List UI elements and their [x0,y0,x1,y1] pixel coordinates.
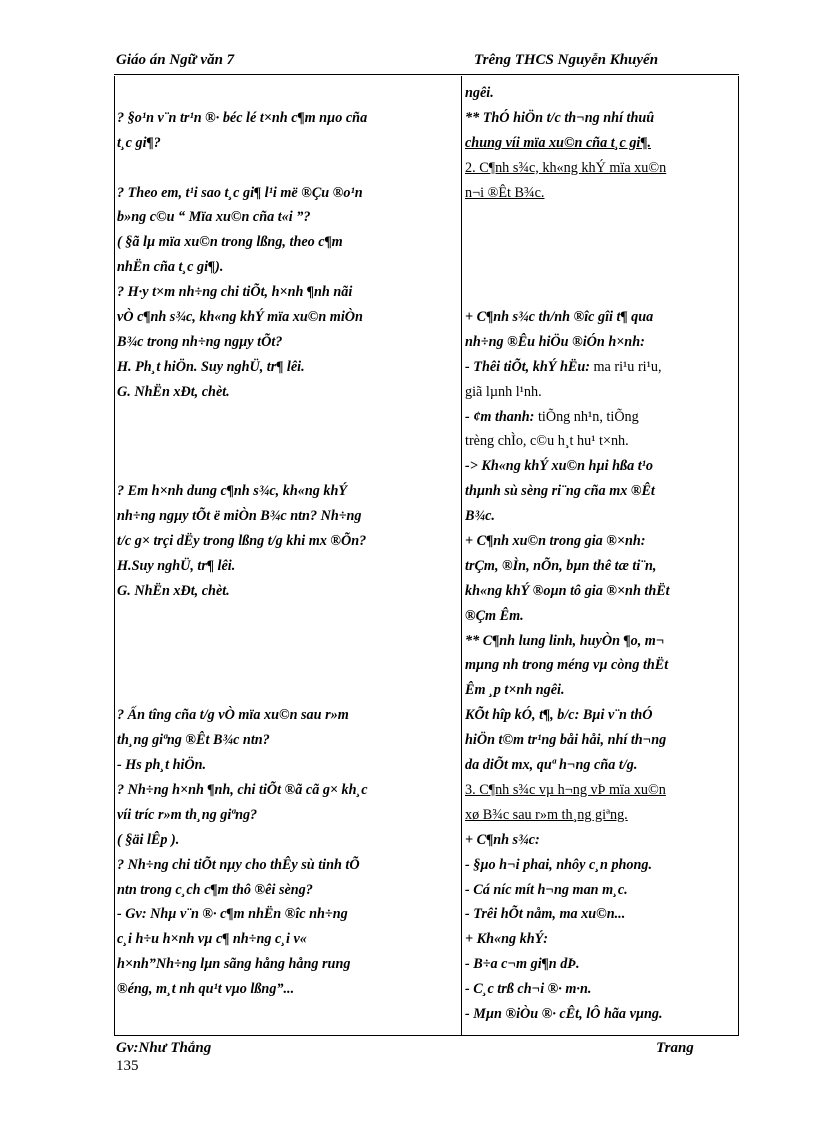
left-line [117,156,459,181]
right-line-text: + C¶nh s¾c: [465,831,540,848]
right-line-text: -> Kh«ng khÝ xu©n hµi hßa t¹o [465,458,654,475]
right-line-text: B¾c. [465,508,495,525]
left-line: - Gv: Nhµ v¨n ®· c¶m nhËn ®îc nh÷ng [117,906,348,923]
right-line-text: 2. C¶nh s¾c, kh«ng khÝ mïa xu©n [465,159,667,176]
right-line [465,255,738,280]
left-line: c¸i h÷u h×nh vµ c¶ nh÷ng c¸i v« [117,931,307,948]
right-line-text: da diÕt mx, quª h¬ng cña t/g. [465,757,638,774]
right-line [465,753,738,778]
right-line-text: Êm ¸p t×nh ngêi. [465,682,565,699]
left-line: h×nh”Nh÷ng lµn sãng hång hång rung [117,956,351,973]
right-line-text: ®Çm Êm. [465,607,524,624]
left-line: b»ng c©u “ Mïa xu©n cña t«i ”? [117,209,311,226]
left-line: ( §ã lµ mïa xu©n trong lßng, theo c¶m [117,234,343,251]
left-line: nh÷ng ngµy tÕt ë miÒn B¾c ntn? Nh÷ng [117,508,362,525]
right-line [465,878,738,903]
right-line [465,205,738,230]
left-line [117,454,459,479]
left-line: ? Em h×nh dung c¶nh s¾c, kh«ng khÝ [117,483,348,500]
footer-trang: Trang [656,1040,694,1056]
right-line-text: KÕt hîp kÓ, t¶, b/c: Bµi v¨n thÓ [465,707,653,724]
left-line: ®éng, m¸t nh qu¹t vµo lßng”... [117,981,295,998]
right-line-text: + C¶nh s¾c th/nh ®îc gîi t¶ qua [465,309,654,326]
left-line: - Hs ph¸t hiÖn. [117,757,207,774]
left-line [117,653,459,678]
right-line [465,106,738,131]
right-line [465,1002,738,1027]
left-line [117,429,459,454]
right-line [465,529,738,554]
left-line: ? Nh÷ng chi tiÕt nµy cho thÊy sù tinh tÕ [117,856,360,873]
left-line: víi tríc r»m th¸ng giªng? [117,806,258,823]
activities-column [117,81,459,1002]
left-line: H.Suy nghÜ, tr¶ lêi. [117,557,236,574]
right-line-text: ** C¶nh lung linh, huyÒn ¶o, m¬ [465,632,665,649]
left-line [117,678,459,703]
right-line [465,853,738,878]
column-divider [461,76,462,1035]
left-line [117,604,459,629]
right-line [465,604,738,629]
right-line-text: chung víi mïa xu©n cña t¸c gi¶. [465,134,651,151]
right-line [465,330,738,355]
left-line: ? Ấn tîng cña t/g vÒ mïa xu©n sau r»m [117,707,349,724]
right-line [465,579,738,604]
right-line-text: - ¢m thanh: [465,408,535,425]
right-line-text: ** ThÓ hiÖn t/c th¬ng nhí thuû [465,109,655,126]
right-line-text: xø B¾c sau r»m th¸ng giªng. [465,806,628,823]
right-line-text: - Cá níc mít h¬ng man m¸c. [465,881,628,898]
left-line: nhËn cña t¸c gi¶). [117,259,224,276]
right-line [465,703,738,728]
right-line-text: hiÖn t©m tr¹ng båi håi, nhí th¬ng [465,732,667,749]
right-line [465,454,738,479]
right-line [465,678,738,703]
right-line [465,653,738,678]
right-line-text: mµng nh trong méng vµ còng thËt [465,657,669,674]
left-line: ntn trong c¸ch c¶m thô ®êi sèng? [117,881,313,898]
right-line-text: n¬i ®Êt B¾c. [465,184,545,201]
header-subject: Giáo án Ngữ văn 7 [116,52,235,68]
right-line [465,230,738,255]
right-line [465,355,738,380]
right-line [465,181,738,206]
left-line: G. NhËn xÐt, chèt. [117,582,230,599]
right-line-text: - C¸c trß ch¬i ®· m·n. [465,981,592,998]
right-line [465,131,738,156]
right-line-text: giã lµnh l¹nh. [465,383,542,400]
left-line [117,81,459,106]
right-line-text: + Kh«ng khÝ: [465,931,548,948]
right-line-text: - Mµn ®iÒu ®· cÊt, lÔ hãa vµng. [465,1005,663,1022]
right-line [465,927,738,952]
right-line-text: + C¶nh xu©n trong gia ®×nh: [465,533,646,550]
right-line [465,952,738,977]
footer-page-number: 135 [116,1058,139,1074]
left-line: ? Theo em, t¹i sao t¸c gi¶ l¹i më ®Çu ®o¹n [117,184,363,201]
right-line-text: nh÷ng ®Êu hiÖu ®iÓn h×nh: [465,333,645,350]
right-line-text: - B÷a c¬m gi¶n dÞ. [465,956,580,973]
right-line [465,728,738,753]
left-line: B¾c trong nh÷ng ngµy tÕt? [117,333,283,350]
right-line [465,554,738,579]
header-rule [114,74,739,75]
header-school: Trêng THCS Nguyễn Khuyến [474,52,659,68]
right-line-text: ngêi. [465,85,494,101]
lesson-table [114,76,739,1036]
left-line: ? H·y t×m nh÷ng chi tiÕt, h×nh ¶nh nãi [117,284,353,301]
right-line [465,280,738,305]
right-line-text: trèng chÌo, c©u h¸t hu¹ t×nh. [465,433,629,450]
left-line: vÒ c¶nh s¾c, kh«ng khÝ mïa xu©n miÒn [117,309,363,326]
right-line-text: - Trêi hÕt nåm, ma xu©n... [465,906,626,923]
left-line: H. Ph¸t hiÖn. Suy nghÜ, tr¶ lêi. [117,358,305,375]
left-line: G. NhËn xÐt, chèt. [117,383,230,400]
right-line-text: kh«ng khÝ ®oµn tô gia ®×nh thËt [465,582,670,599]
right-line [465,380,738,405]
right-line [465,479,738,504]
left-line: ? §o¹n v¨n tr¹n ®· béc lé t×nh c¶m nµo cña [117,109,368,126]
right-line [465,629,738,654]
left-line: t¸c gi¶? [117,134,161,151]
right-line [465,977,738,1002]
left-line: ? Nh÷ng h×nh ¶nh, chi tiÕt ®ã cã g× kh¸c [117,781,368,798]
right-line [465,902,738,927]
right-line [465,156,738,181]
left-line: t/c g× trçi dËy trong lßng t/g khi mx ®Õn? [117,533,367,550]
left-line [117,629,459,654]
right-line-text: thµnh sù sèng ri¨ng cña mx ®Êt [465,483,655,500]
right-line [465,504,738,529]
footer-teacher: Gv:Như Thắng [116,1040,212,1056]
left-line: th¸ng giªng ®Êt B¾c ntn? [117,732,270,749]
right-line [465,429,738,454]
right-line-text: 3. C¶nh s¾c vµ h¬ng vÞ mïa xu©n [465,781,666,798]
right-line [465,405,738,430]
right-line-text: - §µo h¬i phai, nhôy c¸n phong. [465,856,653,873]
right-line [465,828,738,853]
right-line [465,803,738,828]
right-line-tail: tiÕng nh¹n, tiÕng [534,408,639,425]
right-line-text: - Thêi tiÕt, khÝ hËu: [465,358,590,375]
right-line-text: trÇm, ®Ìn, nÕn, bµn thê tæ ti¨n, [465,557,657,574]
right-line [465,778,738,803]
left-line: ( §äi lÊp ). [117,831,180,848]
right-line [465,81,738,106]
left-line [117,405,459,430]
right-line-tail: ma ri¹u ri¹u, [589,358,662,375]
content-column [465,81,738,1027]
right-line [465,305,738,330]
